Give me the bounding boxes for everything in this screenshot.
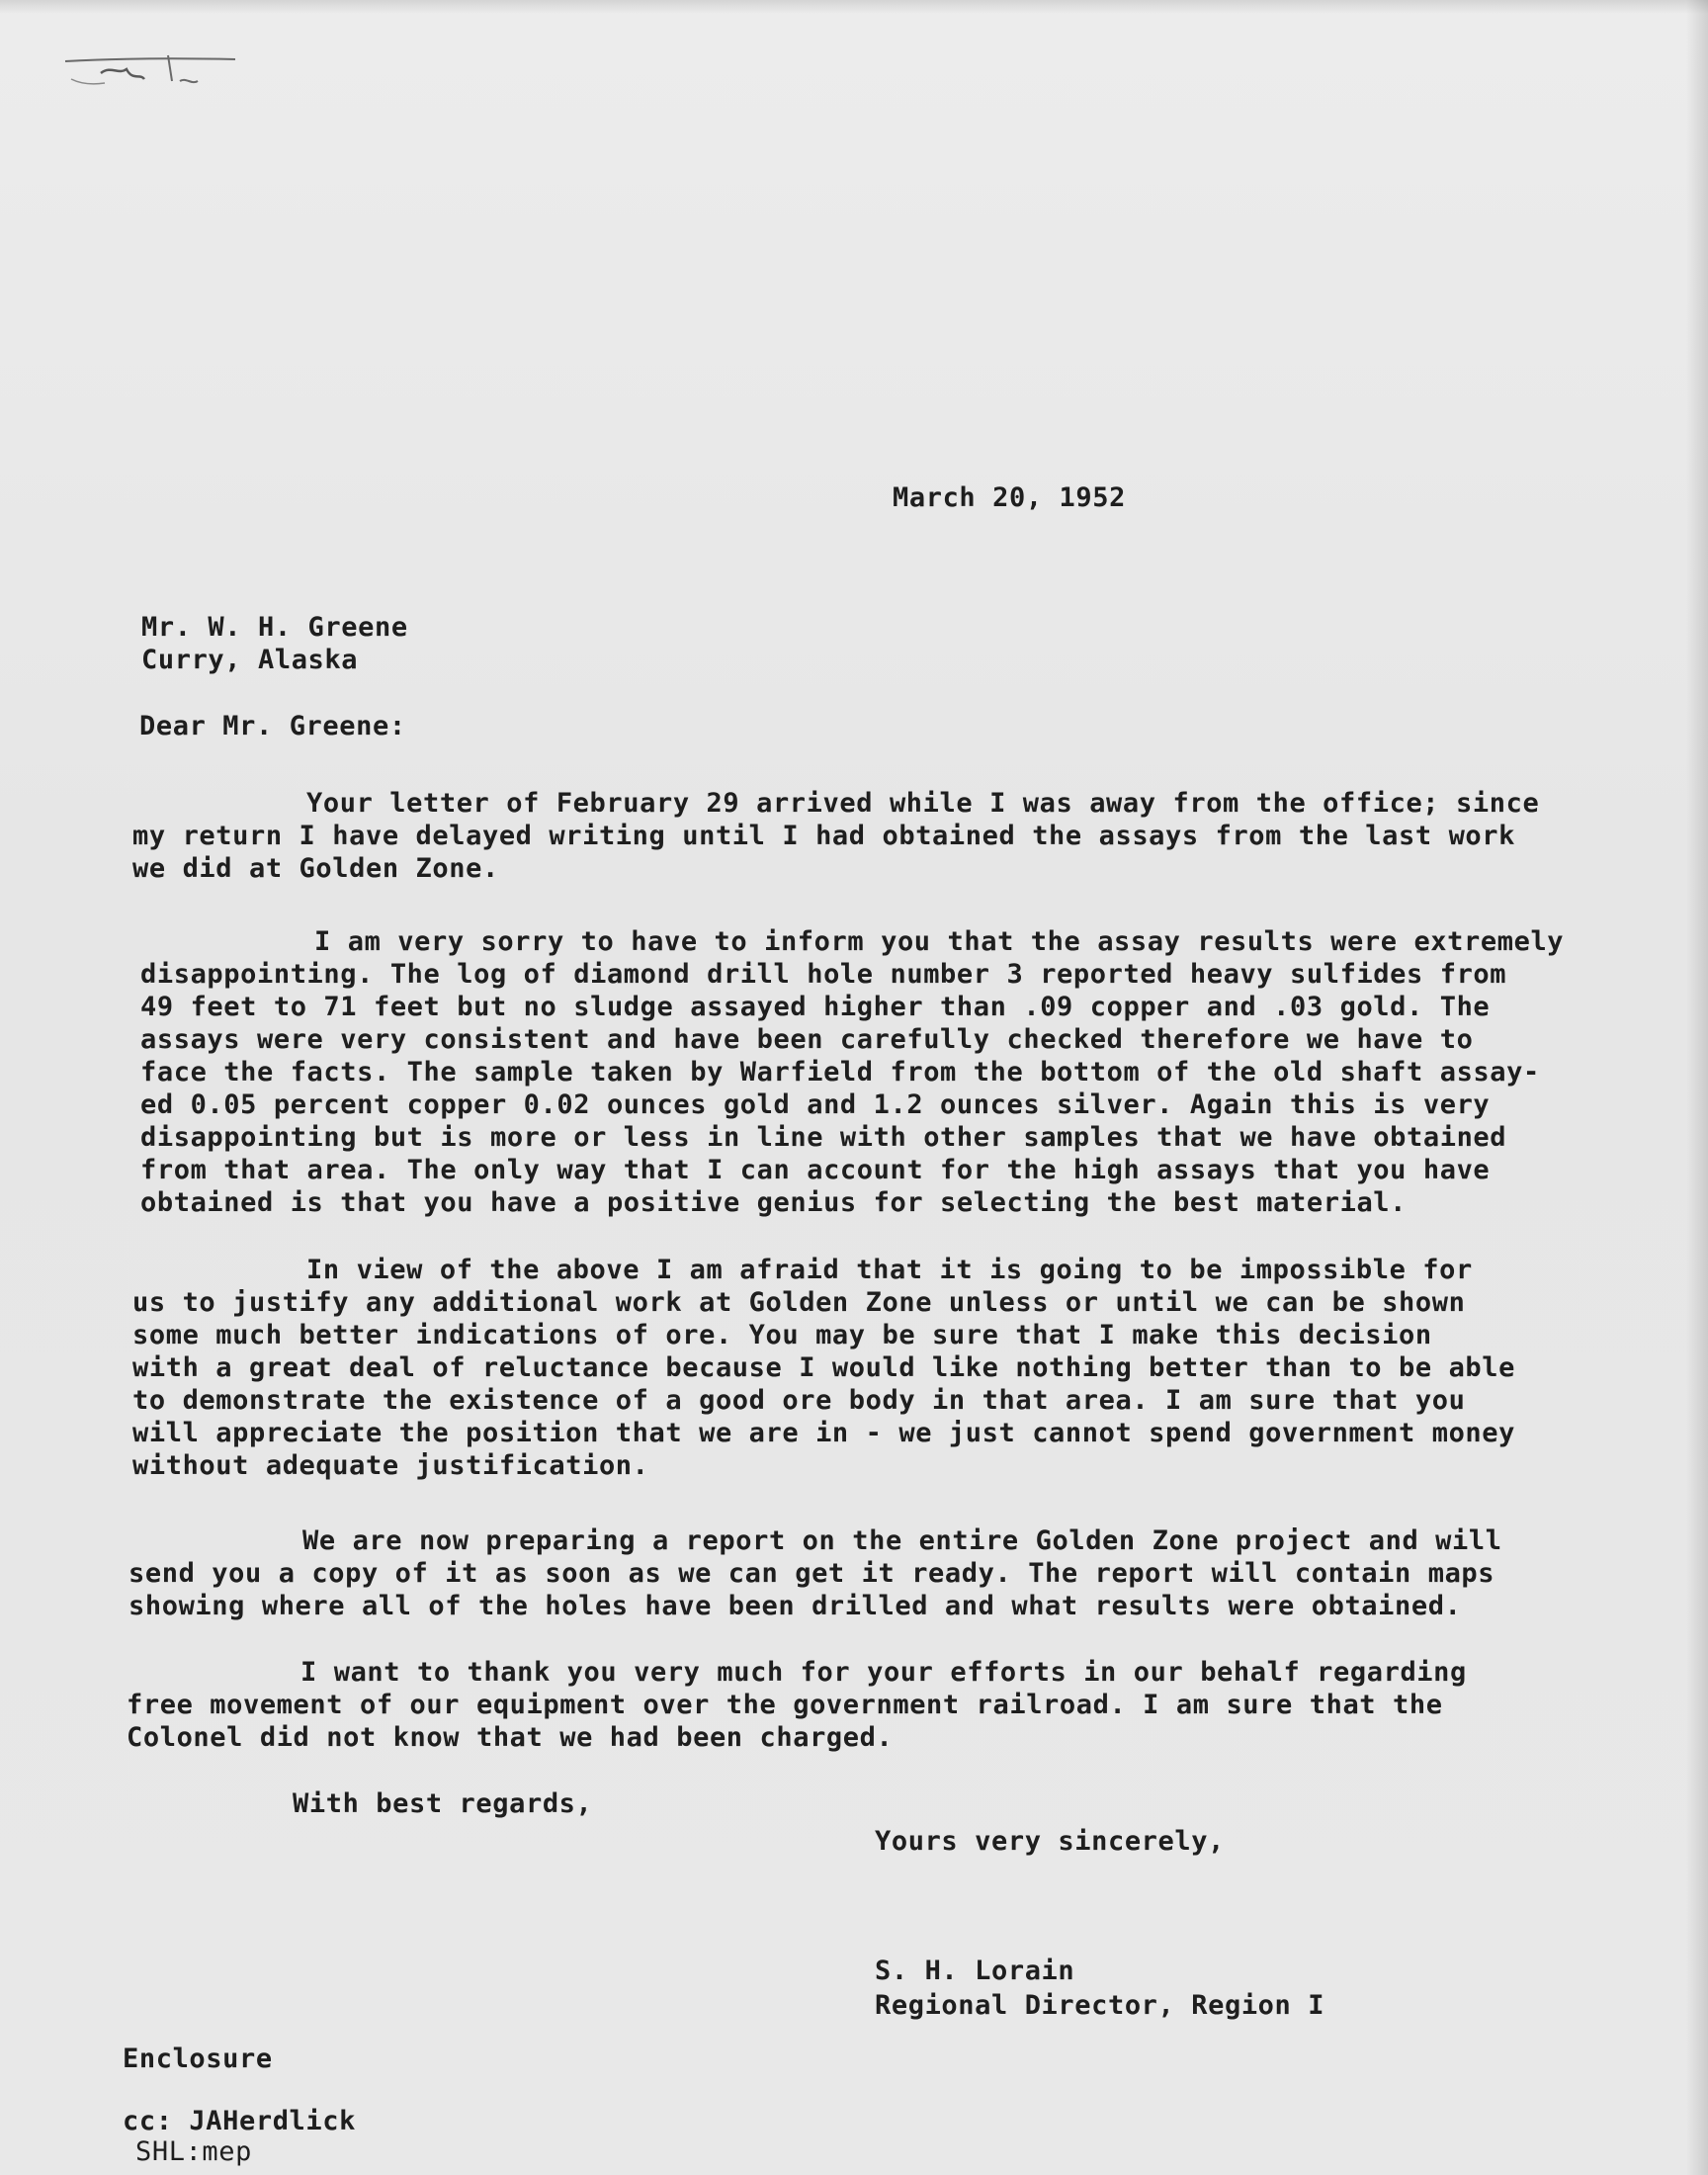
enclosure-note: Enclosure: [123, 2044, 273, 2074]
paragraph-line: with a great deal of reluctance because I would like nothing better than to be able: [132, 1352, 1515, 1383]
paragraph-line: send you a copy of it as soon as we can get it ready. The report will contain maps: [128, 1558, 1495, 1589]
paragraph-line: In view of the above I am afraid that it is going to be impossible for: [306, 1255, 1473, 1285]
paragraph-line: us to justify any additional work at Golden Zone unless or until we can be shown: [132, 1287, 1466, 1318]
paragraph-line: Your letter of February 29 arrived while I was away from the office; since: [306, 788, 1540, 819]
body-paragraph-1: [132, 787, 1615, 886]
signer-title: Regional Director, Region I: [875, 1990, 1325, 2021]
body-paragraph-3: [132, 1254, 1615, 1483]
page-shadow-right: [1686, 0, 1708, 2175]
recipient-name: Mr. W. H. Greene: [141, 612, 408, 643]
paragraph-line: without adequate justification.: [132, 1450, 649, 1481]
salutation: Dear Mr. Greene:: [139, 711, 406, 741]
paragraph-line: we did at Golden Zone.: [132, 853, 499, 884]
paragraph-line: free movement of our equipment over the government railroad. I am sure that the: [127, 1690, 1443, 1720]
page-shadow-top: [0, 0, 1708, 14]
paragraph-line: will appreciate the position that we are in - we just cannot spend government money: [132, 1418, 1515, 1448]
paragraph-line: from that area. The only way that I can account for the high assays that you have: [140, 1155, 1491, 1185]
paragraph-line: I want to thank you very much for your efforts in our behalf regarding: [300, 1657, 1467, 1688]
paragraph-line: face the facts. The sample taken by Warfield from the bottom of the old shaft assay-: [140, 1057, 1540, 1088]
paragraph-line: I am very sorry to have to inform you that the assay results were extremely: [314, 926, 1565, 957]
paragraph-line: to demonstrate the existence of a good ore body in that area. I am sure that you: [132, 1385, 1466, 1416]
body-paragraph-5: [127, 1656, 1609, 1755]
signoff: Yours very sincerely,: [875, 1826, 1225, 1857]
paragraph-line: 49 feet to 71 feet but no sludge assayed higher than .09 copper and .03 gold. The: [140, 992, 1491, 1022]
paragraph-line: ed 0.05 percent copper 0.02 ounces gold and 1.2 ounces silver. Again this is very: [140, 1089, 1491, 1120]
cc-line: cc: JAHerdlick: [123, 2106, 356, 2136]
recipient-location: Curry, Alaska: [141, 645, 359, 675]
signer-name: S. H. Lorain: [875, 1956, 1075, 1986]
paragraph-line: assays were very consistent and have been carefully checked therefore we have to: [140, 1024, 1474, 1055]
paragraph-line: disappointing but is more or less in line with other samples that we have obtained: [140, 1122, 1507, 1153]
paragraph-line: disappointing. The log of diamond drill hole number 3 reported heavy sulfides from: [140, 959, 1507, 990]
closing-line: With best regards,: [293, 1788, 593, 1819]
body-paragraph-4: [128, 1524, 1611, 1623]
typist-initials: SHL:mep: [135, 2136, 252, 2167]
paragraph-line: Colonel did not know that we had been charged.: [127, 1722, 894, 1753]
body-paragraph-2: [140, 925, 1623, 1220]
handwritten-mark: [61, 51, 239, 107]
paragraph-line: some much better indications of ore. You may be sure that I make this decision: [132, 1320, 1432, 1350]
letter-date: March 20, 1952: [893, 482, 1126, 513]
paragraph-line: showing where all of the holes have been drilled and what results were obtained.: [128, 1591, 1462, 1621]
paragraph-line: obtained is that you have a positive genius for selecting the best material.: [140, 1187, 1408, 1218]
paragraph-line: my return I have delayed writing until I had obtained the assays from the last work: [132, 821, 1515, 851]
paragraph-line: We are now preparing a report on the entire Golden Zone project and will: [302, 1525, 1502, 1556]
